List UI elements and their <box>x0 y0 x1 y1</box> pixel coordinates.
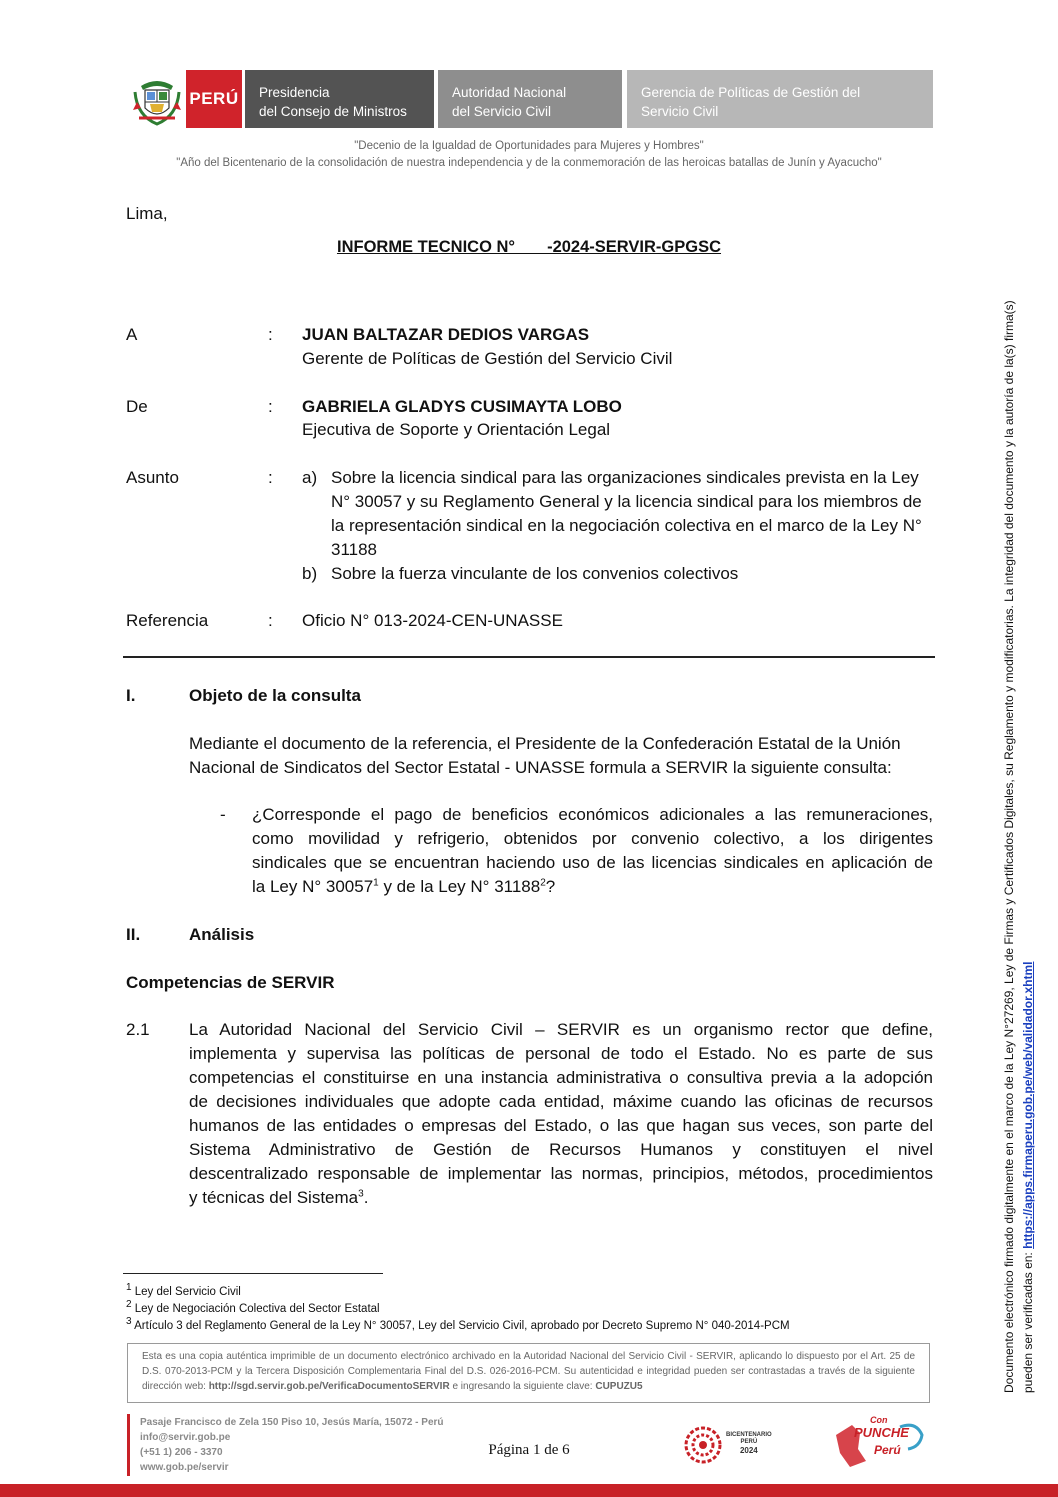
footnote-divider <box>123 1273 383 1274</box>
paragraph-text: . <box>363 1188 369 1207</box>
subject-label: Asunto <box>126 468 179 487</box>
header-divider <box>123 656 935 658</box>
footnote-ref: 1 <box>373 877 379 889</box>
bullet-last-line <box>252 875 555 899</box>
para21-text <box>189 1018 933 1186</box>
footnote-1 <box>126 1284 241 1300</box>
section1-title: Objeto de la consulta <box>189 686 361 705</box>
footer-phone: (+51 1) 206 - 3370 <box>140 1447 223 1458</box>
signature-note-line2 <box>1019 213 1038 1393</box>
header-servir-line2: del Servicio Civil <box>452 104 552 119</box>
section1-number: I. <box>126 686 136 705</box>
footnote-2 <box>126 1301 380 1317</box>
footnote-text: Artículo 3 del Reglamento General de la Ley N° 30057, Ley del Servicio Civil, aprobado por Decreto Supremo N° 040-2014-PCM <box>134 1320 790 1332</box>
section2-title: Análisis <box>189 925 255 944</box>
bullet-text: ? <box>545 877 556 896</box>
subject-a-line: la representación sindical en la negociación colectiva en el marco de la Ley N° <box>331 516 922 535</box>
notice-text: Esta es una copia auténtica imprimible de un documento electrónico archivado en la Autoridad Nacional del Servicio Civil - SERVIR, aplicando lo dispuesto por el Art. 25 de D.S. 070-2013-PCM y la Tercera Disposición Complementaria Final del D.S. 026-2016-PCM. Su autenticidad e integridad pueden ser contrastadas a través de la siguiente dirección web: <box>142 1351 915 1392</box>
bicentenario-label: BICENTENARIO <box>726 1432 772 1438</box>
report-title: INFORME TECNICO N° -2024-SERVIR-GPGSC <box>336 238 722 256</box>
bullet-dash: - <box>220 805 226 824</box>
to-name: JUAN BALTAZAR DEDIOS VARGAS <box>302 325 590 344</box>
section2-number: II. <box>126 925 141 944</box>
header-gerencia-line2: Servicio Civil <box>641 104 719 119</box>
from-colon: : <box>268 397 273 416</box>
paragraph-line: Nacional de Sindicatos del Sector Estatal - UNASSE formula a SERVIR la siguiente consulta: <box>189 758 892 777</box>
subject-a-line: N° 30057 y su Reglamento General y la licencia sindical para los miembros de <box>331 492 922 511</box>
bottom-red-bar <box>0 1484 1058 1497</box>
bicentenario-emblem-icon <box>683 1425 723 1465</box>
paragraph-text: y técnicas del Sistema <box>189 1188 359 1207</box>
paragraph-line: La Autoridad Nacional del Servicio Civil – SERVIR es un organismo rector que define, <box>189 1020 933 1039</box>
paragraph-line: Sistema Administrativo de Gestión de Recursos Humanos y constituyen el nivel <box>189 1140 933 1159</box>
paragraph-line: competencias el constituirse en una instancia administrativa o consultiva previa a la adopción <box>189 1068 933 1087</box>
footer-address: Pasaje Francisco de Zela 150 Piso 10, Jesús María, 15072 - Perú <box>140 1417 444 1428</box>
to-label: A <box>126 325 138 344</box>
to-role: Gerente de Políticas de Gestión del Servicio Civil <box>302 349 673 368</box>
footnote-text: Ley del Servicio Civil <box>134 1286 241 1298</box>
footer-email[interactable]: info@servir.gob.pe <box>140 1432 231 1443</box>
con-punche-peru-logo <box>830 1413 925 1471</box>
paragraph-line: implementa y supervisa las políticas de personal de todo el Estado. No es parte de sus <box>189 1044 933 1063</box>
from-role: Ejecutiva de Soporte y Orientación Legal <box>302 420 611 439</box>
subject-b: Sobre la fuerza vinculante de los convenios colectivos <box>331 564 739 583</box>
header-servir <box>438 70 622 128</box>
header-gerencia-line1: Gerencia de Políticas de Gestión del <box>641 85 861 100</box>
bicentenario-country: PERÚ <box>740 1439 758 1445</box>
footer-web[interactable]: www.gob.pe/servir <box>140 1462 229 1473</box>
punche-con: Con <box>870 1415 888 1425</box>
page-number: Página 1 de 6 <box>488 1442 570 1458</box>
header-pcm-line2: del Consejo de Ministros <box>259 104 407 119</box>
paragraph-line: de decisiones individuales que adopte cada entidad, máxime cuando las oficinas de recursos <box>189 1092 933 1111</box>
paragraph-line: humanos de las entidades o empresas del Estado, o las que hagan sus veces, son parte del <box>189 1116 933 1135</box>
validator-link[interactable]: https://apps.firmaperu.gob.pe/web/validador.xhtml <box>1021 961 1035 1249</box>
ref-value: Oficio N° 013-2024-CEN-UNASSE <box>302 611 563 630</box>
from-label: De <box>126 397 148 416</box>
bullet-question <box>252 803 933 875</box>
punche-word: PUNCHE <box>854 1425 909 1440</box>
to-colon: : <box>268 325 273 344</box>
subheading-competencias: Competencias de SERVIR <box>126 973 335 992</box>
footnote-number: 3 <box>126 1316 132 1328</box>
bicentenario-year: 2024 <box>739 1446 758 1455</box>
subject-a-marker: a) <box>302 468 318 487</box>
signature-note-prefix: pueden ser verificadas en: <box>1021 1248 1035 1393</box>
decenio-line1: "Decenio de la Igualdad de Oportunidades para Mujeres y Hombres" <box>354 140 704 152</box>
footnote-number: 1 <box>126 1282 132 1294</box>
paragraph-line: descentralizado responsable de implementar las normas, principios, métodos, procedimientos <box>189 1164 933 1183</box>
decenio-line2: "Año del Bicentenario de la consolidación de nuestra independencia y de la conmemoración de las heroicas batallas de Junín y Ayacucho" <box>176 157 882 169</box>
notice-text: e ingresando la siguiente clave: <box>449 1381 596 1392</box>
header-pcm-line1: Presidencia <box>259 85 330 100</box>
section1-paragraph <box>189 732 935 780</box>
bullet-text: y de la Ley N° 31188 <box>378 877 541 896</box>
subject-b-marker: b) <box>302 564 318 583</box>
footnote-ref: 2 <box>540 877 546 889</box>
para21-last-line <box>189 1186 368 1210</box>
footnote-number: 2 <box>126 1299 132 1311</box>
ref-colon: : <box>268 611 273 630</box>
para21-number: 2.1 <box>126 1020 150 1039</box>
bicentenario-logo <box>683 1423 773 1467</box>
subject-a-line: Sobre la licencia sindical para las organizaciones sindicales prevista en la Ley <box>331 468 919 487</box>
subject-a-line: 31188 <box>331 540 378 559</box>
place-date: Lima, <box>126 204 168 223</box>
from-name: GABRIELA GLADYS CUSIMAYTA LOBO <box>302 397 622 416</box>
header-pcm <box>245 70 434 128</box>
ref-label: Referencia <box>126 611 209 630</box>
bullet-line: sindicales que se encuentran haciendo uso de las licencias sindicales en aplicación de <box>252 853 933 872</box>
bullet-line: como movilidad y refrigerio, obtenidos por convenio colectivo, a los dirigentes <box>252 829 933 848</box>
verification-key: CUPUZU5 <box>595 1381 643 1392</box>
subject-a <box>331 466 941 562</box>
paragraph-line: Mediante el documento de la referencia, el Presidente de la Confederación Estatal de la Unión <box>189 734 901 753</box>
bullet-line: ¿Corresponde el pago de beneficios económicos adicionales a las remuneraciones, <box>252 805 933 824</box>
peru-coat-of-arms-icon <box>131 72 183 128</box>
bullet-text: la Ley N° 30057 <box>252 877 374 896</box>
authenticity-notice <box>127 1343 930 1403</box>
footnote-text: Ley de Negociación Colectiva del Sector Estatal <box>134 1303 380 1315</box>
header-servir-line1: Autoridad Nacional <box>452 85 567 100</box>
footnote-3 <box>126 1318 790 1334</box>
peru-logo: PERÚ <box>186 70 242 128</box>
footnote-ref: 3 <box>358 1188 364 1200</box>
punche-peru: Perú <box>874 1443 901 1457</box>
signature-note-line1: Documento electrónico firmado digitalmente en el marco de la Ley N°27269, Ley de Firmas y Certificados Digitales, su Reglamento y modificatorias. La integridad del documento y la autoría de la(s) firma(s) <box>1002 300 1016 1393</box>
header-gerencia <box>627 70 933 128</box>
decenio-text <box>0 138 1058 172</box>
subject-colon: : <box>268 468 273 487</box>
digital-signature-note <box>1000 213 1038 1393</box>
verification-url[interactable]: http://sgd.servir.gob.pe/VerificaDocumentoSERVIR <box>208 1381 450 1392</box>
